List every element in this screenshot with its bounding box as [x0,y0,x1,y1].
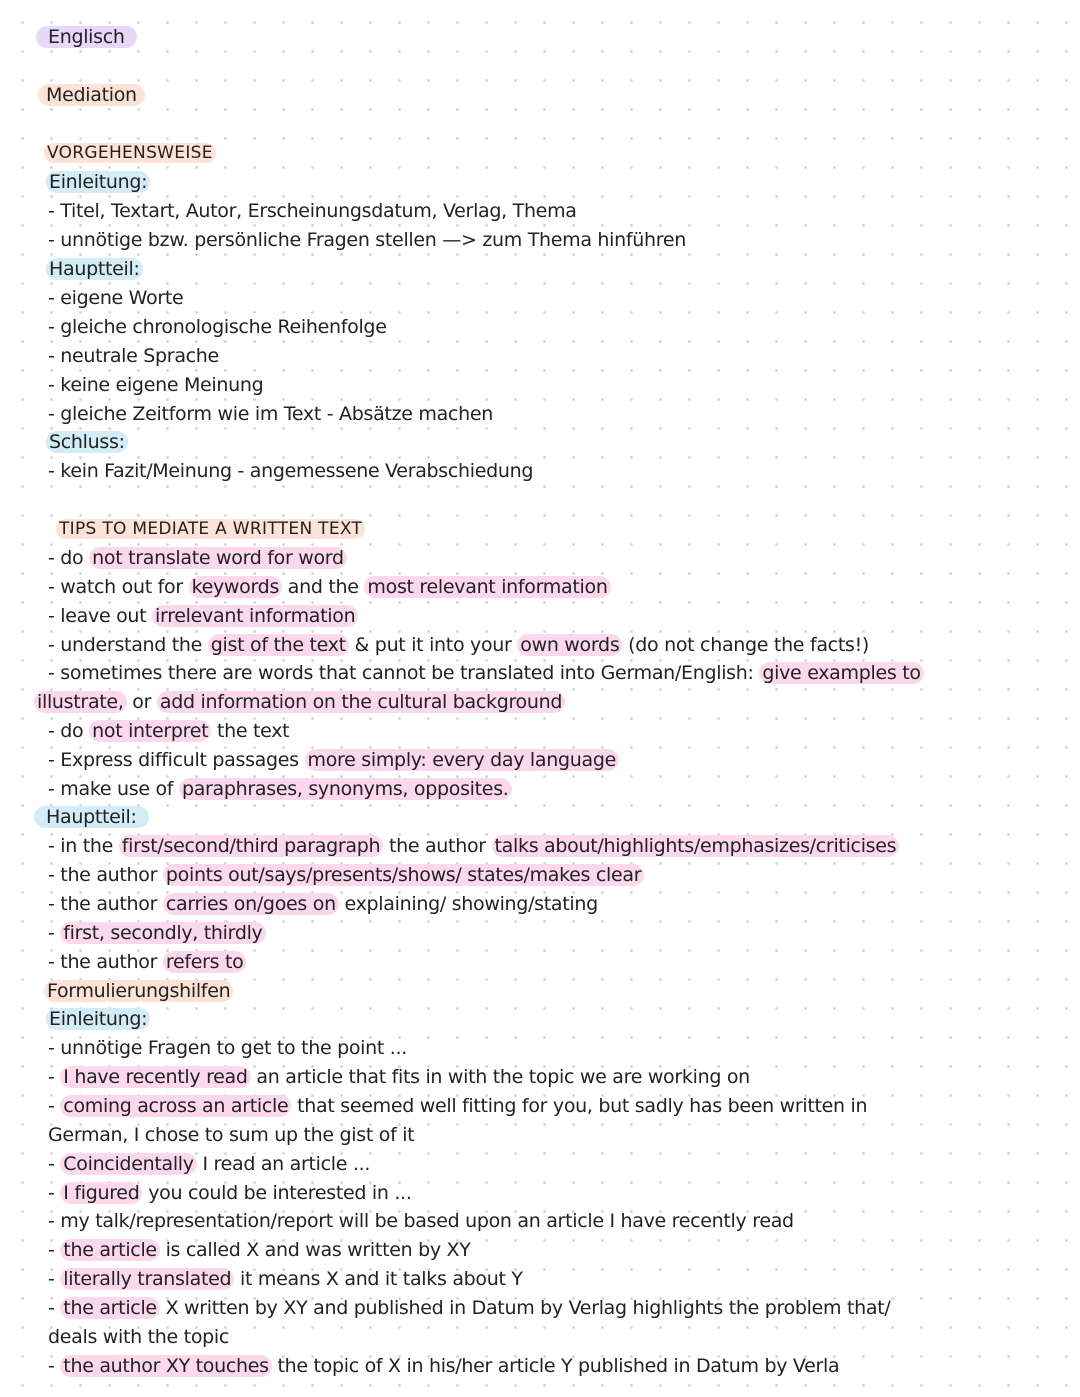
highlight: not interpret [89,720,211,742]
highlight: I figured [60,1182,142,1204]
tip-line [48,660,924,686]
phrase-line [48,1180,412,1206]
highlight: not translate word for word [89,547,347,569]
subject-tag [36,24,137,50]
phrase-line [48,949,246,975]
text-run: explaining/ showing/stating [338,893,598,915]
tip-line [48,718,289,744]
phrase-line [48,1035,407,1061]
highlight: I have recently read [60,1066,250,1088]
text-run: - the author [48,864,163,886]
text-run: - do [48,547,90,569]
vorgehen-schluss-heading [46,429,128,455]
tip-line [48,603,358,629]
phrase-line [48,1295,890,1321]
text-run: an article that fits in with the topic we are working on [250,1066,750,1088]
phrase-line [48,1151,370,1177]
text-run: you could be interested in ... [142,1182,412,1204]
list-item: - neutrale Sprache [48,345,219,367]
list-item: - gleiche Zeitform wie im Text - Absätze machen [48,403,493,425]
vorgehen-title [44,140,216,166]
text-run: I read an article ... [196,1153,371,1175]
phrase-line [48,1064,750,1090]
text-run: - the author [48,951,163,973]
list-item: - kein Fazit/Meinung - angemessene Verabschiedung [48,460,534,482]
text-run: the text [211,720,290,742]
highlight: coming across an article [60,1095,291,1117]
highlight: carries on/goes on [163,893,339,915]
highlight: literally translated [60,1268,234,1290]
hauptteil2-label: Hauptteil: [34,806,149,828]
formulierung-einleitung-heading [46,1006,150,1032]
hauptteil-label: Hauptteil: [46,258,143,280]
topic-label: Mediation [38,84,145,106]
text-run: - watch out for [48,576,189,598]
tip-line [48,632,869,658]
text-run: - [48,1268,61,1290]
phrase-line [48,1266,523,1292]
text-run: - the author [48,893,163,915]
tip-line [34,689,565,715]
list-item: - unnötige bzw. persönliche Fragen stellen —> zum Thema hinführen [48,229,686,251]
phrase-line [48,833,899,859]
phrase-line [48,1122,414,1148]
subject-label: Englisch [36,26,137,48]
text-run: X written by XY and published in Datum by Verlag highlights the problem that/ [159,1297,891,1319]
text-run: that seemed well fitting for you, but sadly has been written in [291,1095,868,1117]
highlight: points out/says/presents/shows/ states/makes clear [163,864,644,886]
phrase-line [48,1237,471,1263]
list-item: - keine eigene Meinung [48,374,264,396]
highlight: first/second/third paragraph [119,835,383,857]
text-run: - [48,1153,61,1175]
phrase-line [48,891,598,917]
highlight: first, secondly, thirdly [60,922,265,944]
highlight: the article [60,1297,160,1319]
highlight: Coincidentally [60,1153,196,1175]
einleitung-label: Einleitung: [46,1008,150,1030]
text-run: - [48,1355,61,1377]
vorgehen-title-text: VORGEHENSWEISE [44,143,216,163]
formulierung-title [44,978,233,1004]
highlight: own words [517,634,622,656]
text-run: - sometimes there are words that cannot be translated into German/English: [48,662,760,684]
tip-line [48,747,619,773]
text-run: & put it into your [348,634,518,656]
text-run: - [48,1066,61,1088]
highlight: keywords [189,576,282,598]
text-run: - [48,1182,61,1204]
text-run: - [48,1095,61,1117]
highlight: give examples to [759,662,923,684]
text-run: it means X and it talks about Y [234,1268,523,1290]
highlight: irrelevant information [152,605,358,627]
schluss-label: Schluss: [46,431,128,453]
text-run: - understand the [48,634,208,656]
tips-title [56,516,365,542]
text-run: - in the [48,835,119,857]
phrase-line [48,1353,839,1379]
highlight: add information on the cultural background [157,691,565,713]
text-run: the topic of X in his/her article Y published in Datum by Verla [271,1355,840,1377]
tip-line [48,574,611,600]
text-run: German, I chose to sum up the gist of it [48,1124,415,1146]
text-run: the author [383,835,492,857]
tips-title-text: TIPS TO MEDIATE A WRITTEN TEXT [56,519,365,539]
text-run: or [126,691,157,713]
phrase-line [48,1208,794,1234]
list-item: - gleiche chronologische Reihenfolge [48,316,387,338]
highlight: more simply: every day language [305,749,619,771]
tip-line [48,545,347,571]
text-run: - leave out [48,605,153,627]
text-run: and the [282,576,365,598]
highlight: the author XY touches [60,1355,271,1377]
vorgehen-einleitung-heading [46,169,150,195]
highlight: the article [60,1239,160,1261]
phrase-line [48,1093,867,1119]
einleitung-label: Einleitung: [46,171,150,193]
phrase-line [48,1324,229,1350]
text-run: is called X and was written by XY [159,1239,471,1261]
text-run: - [48,1297,61,1319]
list-item: - eigene Worte [48,287,184,309]
highlight: paraphrases, synonyms, opposites. [179,778,512,800]
text-run: - [48,922,61,944]
highlight: gist of the text [208,634,349,656]
vorgehen-hauptteil-heading [46,256,143,282]
text-run: - my talk/representation/report will be based upon an article I have recently read [48,1210,794,1232]
text-run: - do [48,720,90,742]
text-run: - Express difficult passages [48,749,305,771]
highlight: refers to [163,951,247,973]
text-run: - [48,1239,61,1261]
text-run: (do not change the facts!) [622,634,869,656]
phrase-line [48,920,266,946]
topic-tag [38,82,145,108]
list-item: - Titel, Textart, Autor, Erscheinungsdatum, Verlag, Thema [48,200,577,222]
highlight: illustrate, [34,691,127,713]
highlight: talks about/highlights/emphasizes/criticises [492,835,900,857]
hauptteil2-heading [34,804,149,830]
phrase-line [48,862,644,888]
text-run: deals with the topic [48,1326,230,1348]
tip-line [48,776,512,802]
formulierung-title-text: Formulierungshilfen [44,980,233,1002]
text-run: - make use of [48,778,179,800]
highlight: most relevant information [364,576,610,598]
text-run: - unnötige Fragen to get to the point ... [48,1037,407,1059]
